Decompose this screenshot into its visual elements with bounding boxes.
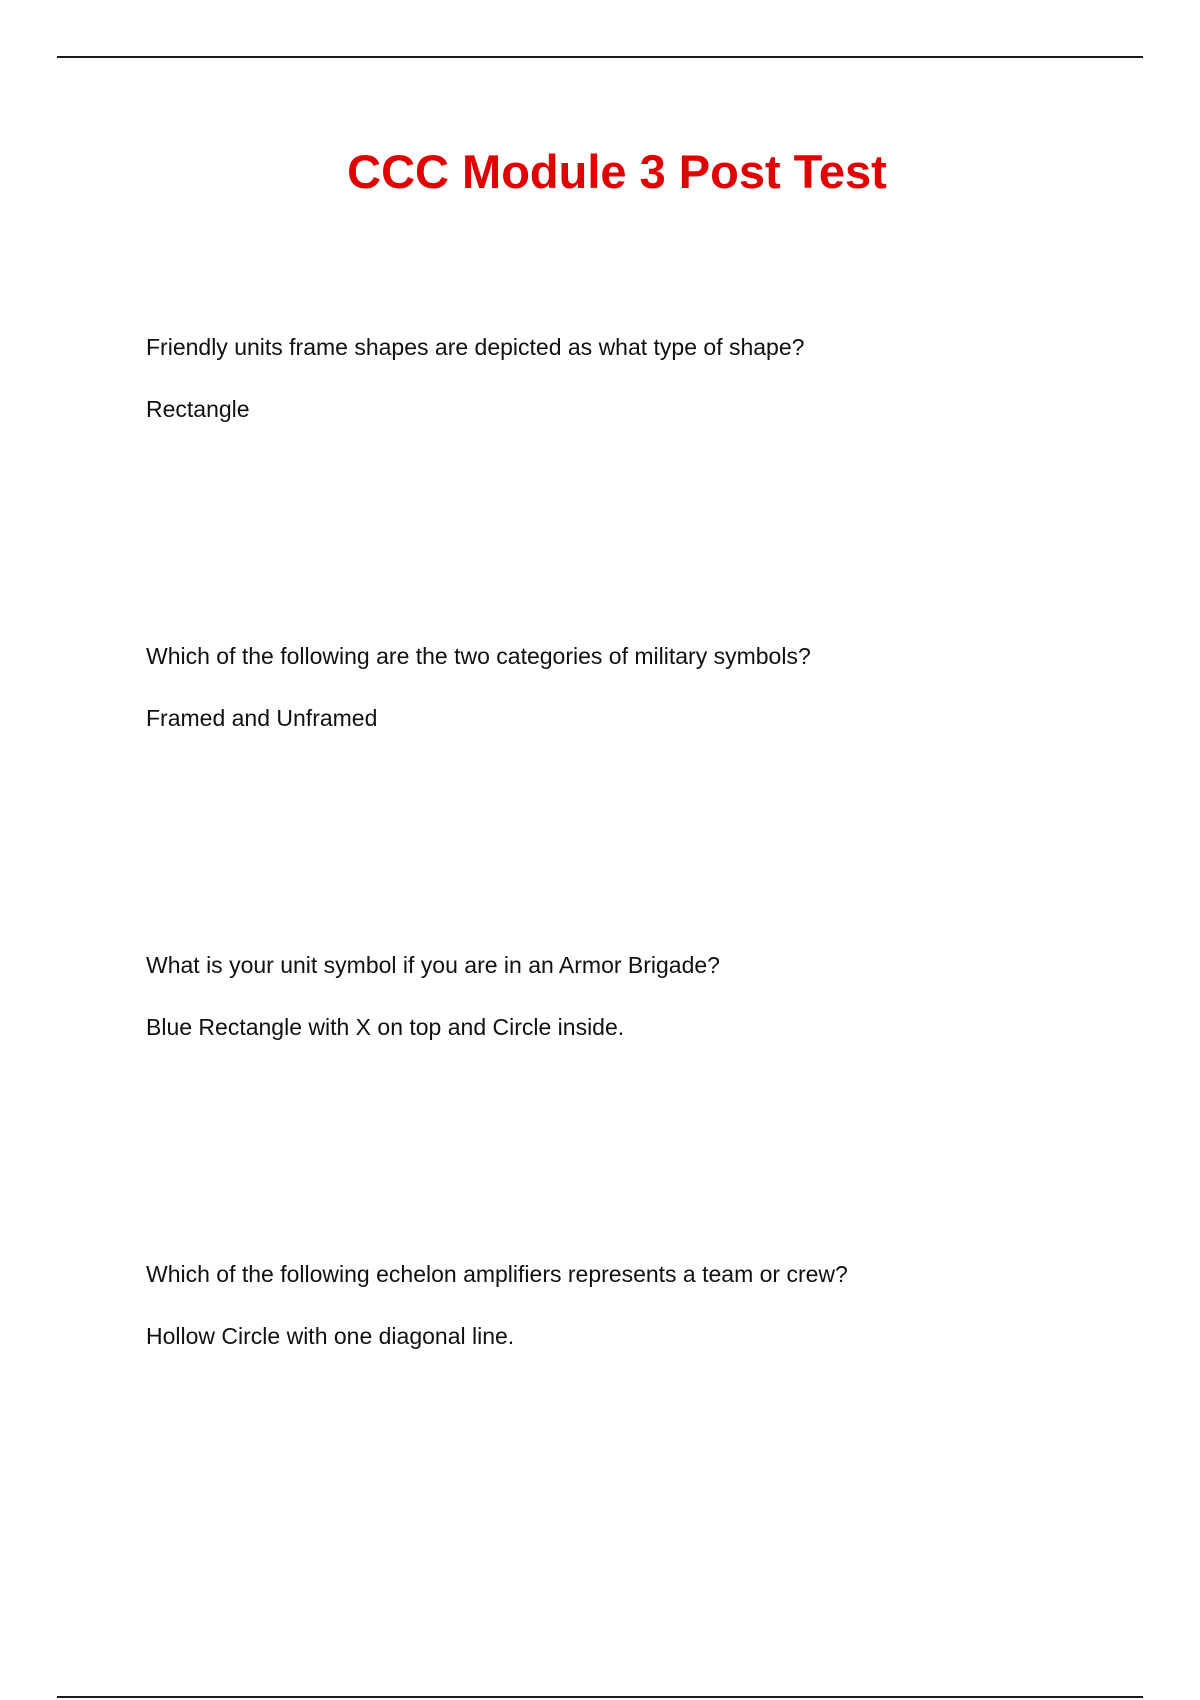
answer-text: Framed and Unframed [146,705,378,731]
qa-item [146,950,1106,1042]
answer-text: Blue Rectangle with X on top and Circle inside. [146,1014,625,1040]
page-title: CCC Module 3 Post Test [347,145,887,198]
question-text: Friendly units frame shapes are depicted as what type of shape? [146,334,805,360]
qa-item [146,332,1106,424]
qa-item [146,641,1106,733]
question-text: Which of the following echelon amplifiers represents a team or crew? [146,1261,848,1287]
bottom-divider [57,1696,1143,1698]
top-divider [57,56,1143,58]
qa-item [146,1259,1106,1351]
question-text: What is your unit symbol if you are in an Armor Brigade? [146,952,720,978]
answer-text: Rectangle [146,396,250,422]
question-text: Which of the following are the two categories of military symbols? [146,643,811,669]
answer-text: Hollow Circle with one diagonal line. [146,1323,515,1349]
